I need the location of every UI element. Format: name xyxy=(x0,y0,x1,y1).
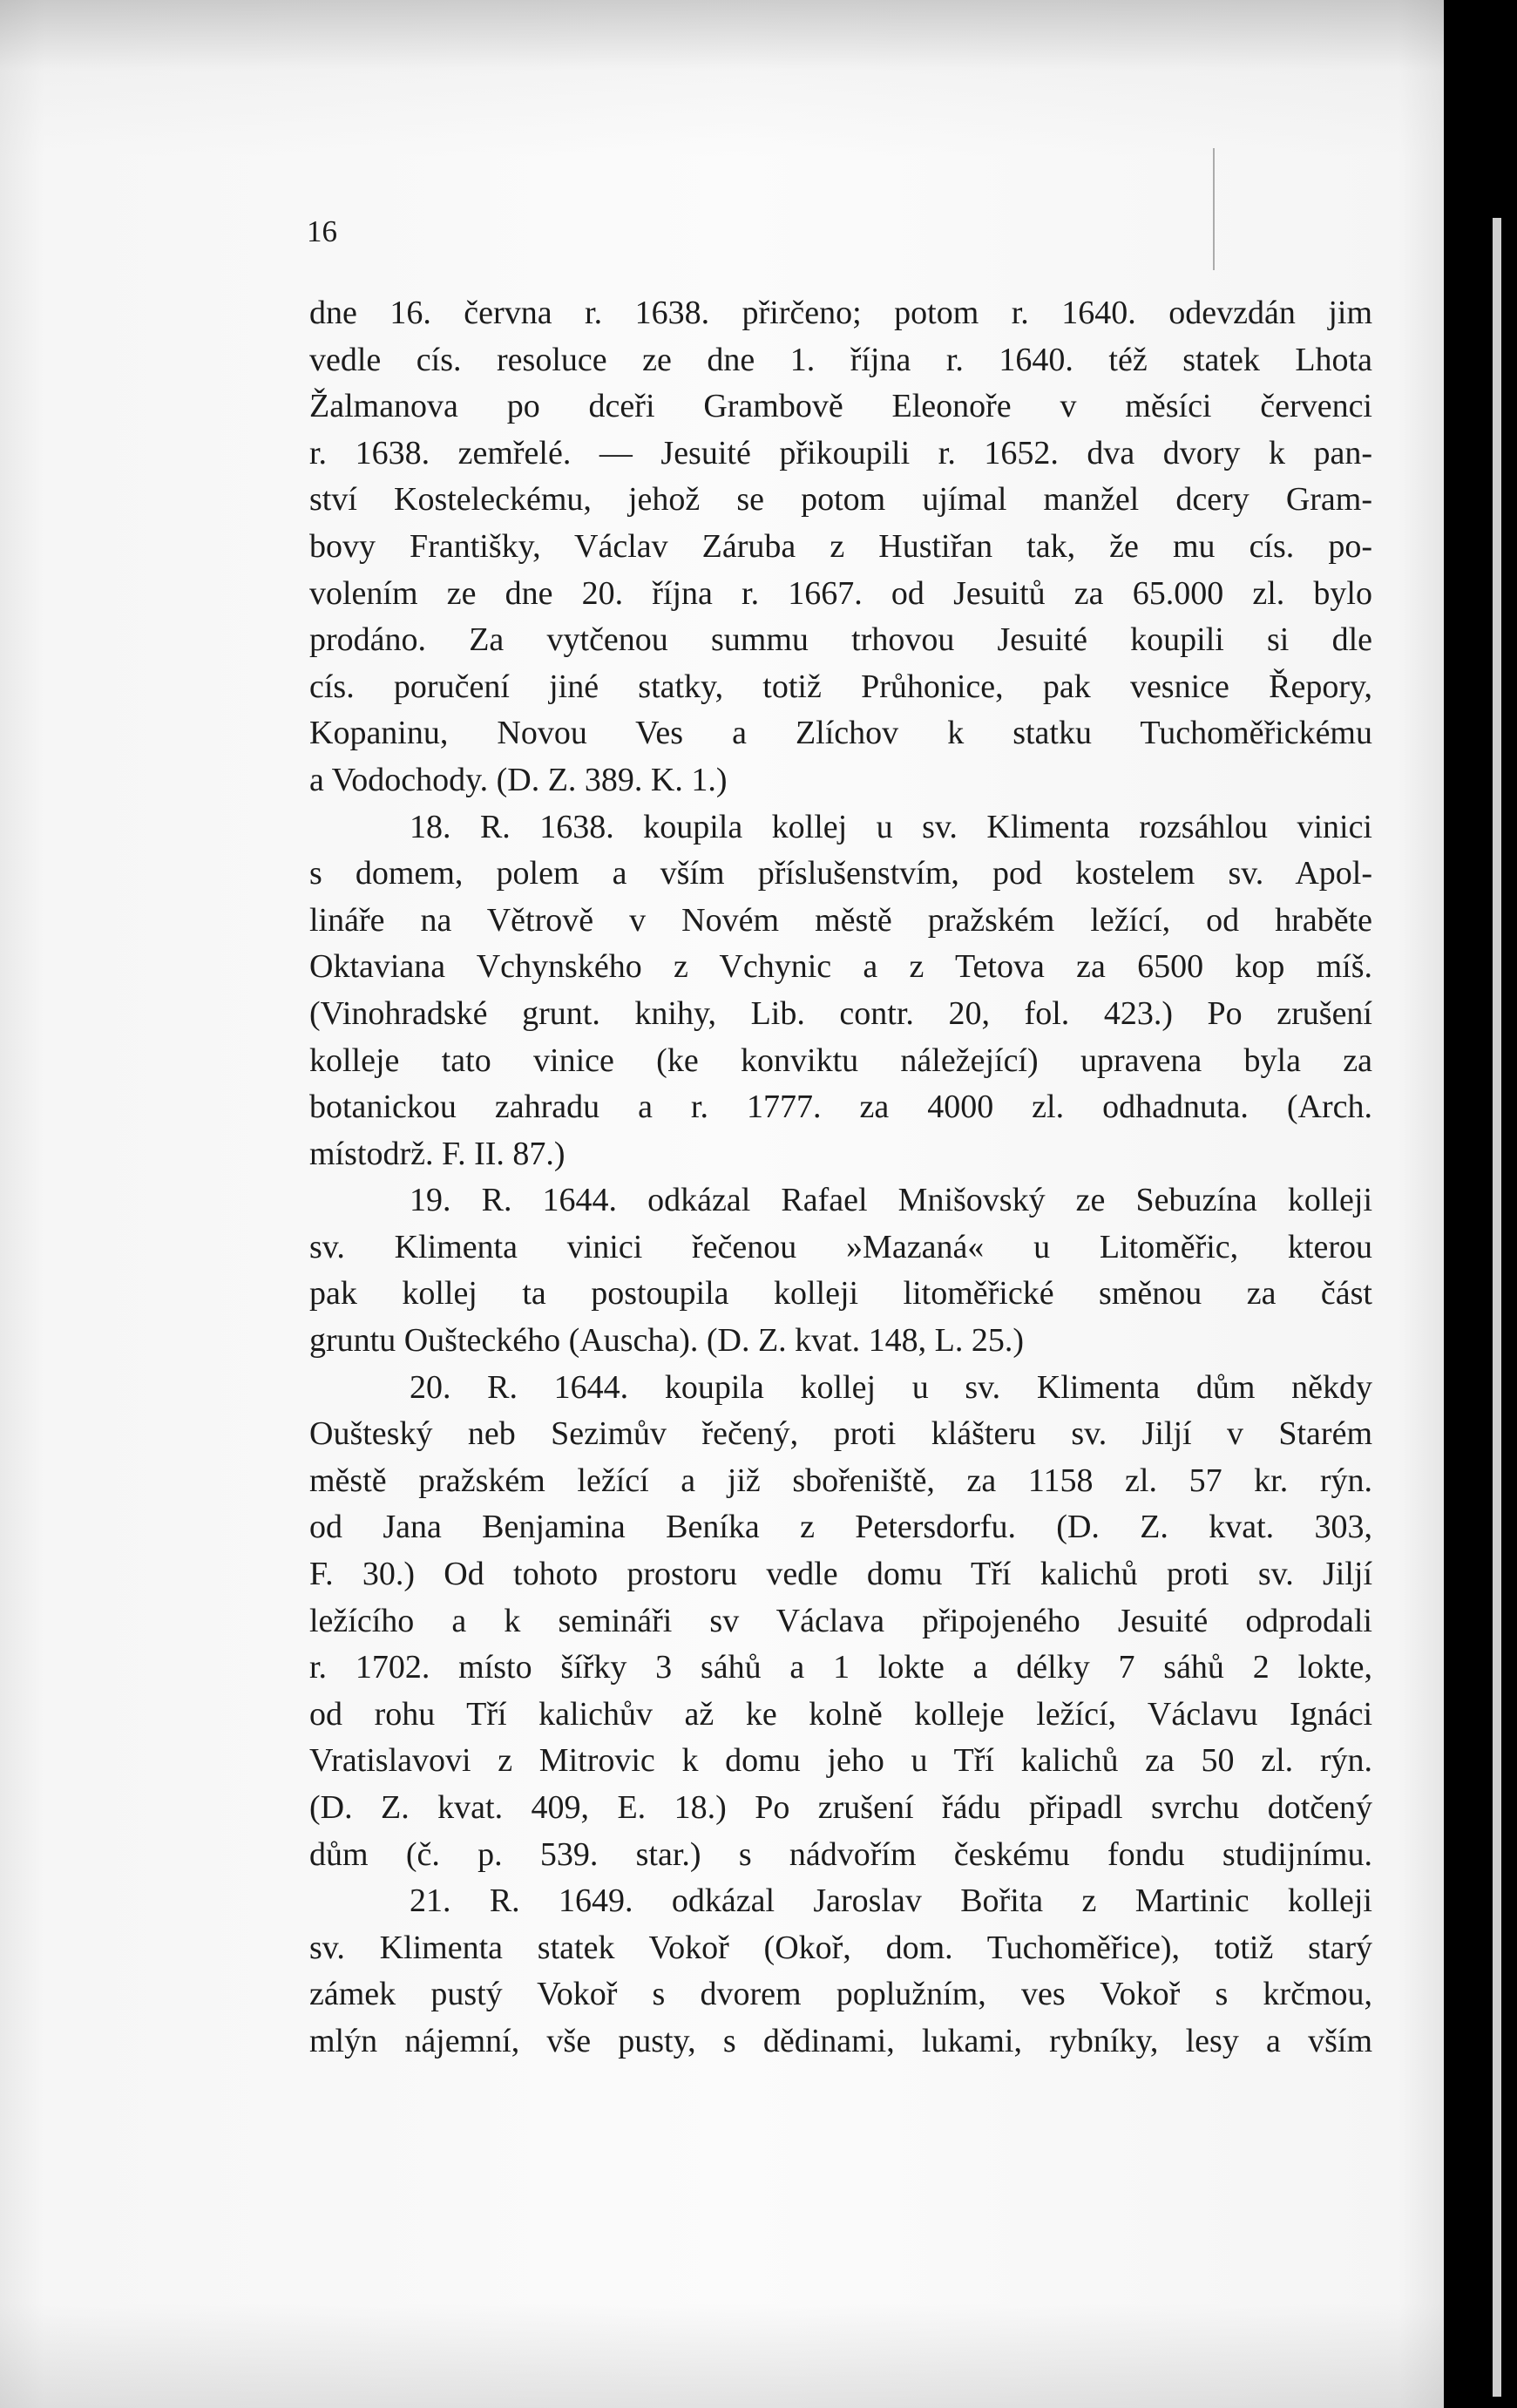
pencil-mark xyxy=(1213,148,1215,270)
text-line: 18. R. 1638. koupila kollej u sv. Klimenta rozsáhlou vinici xyxy=(410,808,1372,845)
text-line: botanickou zahradu a r. 1777. za 4000 zl. odhadnuta. (Arch. xyxy=(309,1089,1372,1126)
text-line: ležícího a k semináři sv Václava připojeného Jesuité odprodali xyxy=(309,1602,1372,1639)
text-line: ství Kosteleckému, jehož se potom ujímal manžel dcery Gram- xyxy=(309,481,1372,519)
text-line: od rohu Tří kalichův až ke kolně kolleje ležící, Václavu Ignáci xyxy=(309,1695,1372,1733)
text-line: místodrž. F. II. 87.) xyxy=(309,1135,565,1172)
text-line: r. 1702. místo šířky 3 sáhů a 1 lokte a délky 7 sáhů 2 lokte, xyxy=(309,1649,1372,1686)
page-edge xyxy=(1444,0,1517,2408)
body-text xyxy=(309,290,1372,2065)
text-line: s domem, polem a vším příslušenstvím, pod kostelem sv. Apol- xyxy=(309,855,1372,892)
text-line: (D. Z. kvat. 409, E. 18.) Po zrušení řádu připadl svrchu dotčený xyxy=(309,1789,1372,1826)
text-line: prodáno. Za vytčenou summu trhovou Jesuité koupili si dle xyxy=(309,621,1372,659)
text-line: Oktaviana Vchynského z Vchynic a z Tetova za 6500 kop míš. xyxy=(309,948,1372,986)
text-line: sv. Klimenta statek Vokoř (Okoř, dom. Tuchoměřice), totiž starý xyxy=(309,1929,1372,1966)
text-line: F. 30.) Od tohoto prostoru vedle domu Tří kalichů proti sv. Jiljí xyxy=(309,1556,1372,1593)
text-line: městě pražském ležící a již sbořeniště, za 1158 zl. 57 kr. rýn. xyxy=(309,1462,1372,1499)
text-line: 21. R. 1649. odkázal Jaroslav Bořita z Martinic kolleji xyxy=(410,1882,1372,1920)
text-line: a Vodochody. (D. Z. 389. K. 1.) xyxy=(309,761,728,798)
page-number: 16 xyxy=(307,214,337,248)
text-line: bovy Františky, Václav Záruba z Hustiřan tak, že mu cís. po- xyxy=(309,527,1372,565)
text-line: vedle cís. resoluce ze dne 1. října r. 1640. též statek Lhota xyxy=(309,341,1372,378)
text-line: Kopaninu, Novou Ves a Zlíchov k statku Tuchoměřickému xyxy=(309,715,1372,752)
text-line: kolleje tato vinice (ke konviktu náležející) upravena byla za xyxy=(309,1041,1372,1079)
binding-strip xyxy=(1493,218,1501,2397)
text-line: volením ze dne 20. října r. 1667. od Jesuitů za 65.000 zl. bylo xyxy=(309,574,1372,612)
text-line: zámek pustý Vokoř s dvorem poplužním, ves Vokoř s krčmou, xyxy=(309,1976,1372,2013)
text-line: r. 1638. zemřelé. — Jesuité přikoupili r. 1652. dva dvory k pan- xyxy=(309,434,1372,471)
text-line: cís. poručení jiné statky, totiž Průhonice, pak vesnice Řepory, xyxy=(309,668,1372,705)
text-line: od Jana Benjamina Beníka z Petersdorfu. (D. Z. kvat. 303, xyxy=(309,1509,1372,1546)
text-line: pak kollej ta postoupila kolleji litoměřické směnou za část xyxy=(309,1275,1372,1313)
text-line: lináře na Větrově v Novém městě pražském ležící, od hraběte xyxy=(309,901,1372,939)
text-line: Vratislavovi z Mitrovic k domu jeho u Tří kalichů za 50 zl. rýn. xyxy=(309,1742,1372,1780)
text-line: Žalmanova po dceři Grambově Eleonoře v měsíci červenci xyxy=(309,388,1372,425)
text-line: 20. R. 1644. koupila kollej u sv. Klimenta dům někdy xyxy=(410,1368,1372,1406)
text-line: sv. Klimenta vinici řečenou »Mazaná« u Litoměřic, kterou xyxy=(309,1228,1372,1265)
text-line: 19. R. 1644. odkázal Rafael Mnišovský ze Sebuzína kolleji xyxy=(410,1182,1372,1219)
text-line: dům (č. p. 539. star.) s nádvořím českému fondu studijnímu. xyxy=(309,1835,1372,1873)
text-line: gruntu Oušteckého (Auscha). (D. Z. kvat. 148, L. 25.) xyxy=(309,1322,1024,1360)
text-line: (Vinohradské grunt. knihy, Lib. contr. 20, fol. 423.) Po zrušení xyxy=(309,994,1372,1032)
text-line: dne 16. června r. 1638. přirčeno; potom r. 1640. odevzdán jim xyxy=(309,295,1372,331)
text-line: Oušteský neb Sezimův řečený, proti klášteru sv. Jiljí v Starém xyxy=(309,1415,1372,1453)
text-line: mlýn nájemní, vše pusty, s dědinami, lukami, rybníky, lesy a vším xyxy=(309,2022,1372,2059)
